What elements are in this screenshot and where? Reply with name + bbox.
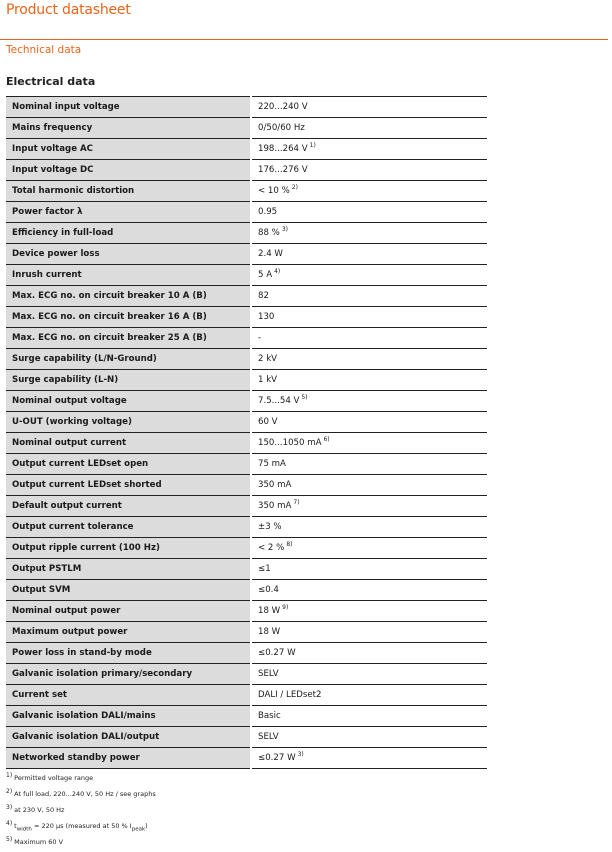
- row-value: 198...264 V $^{1)}$: [251, 139, 487, 160]
- row-label: Efficiency in full-load: [6, 223, 251, 244]
- footnote-ref: 8): [286, 541, 293, 549]
- row-label: Max. ECG no. on circuit breaker 10 A (B): [6, 286, 251, 307]
- row-label: Output ripple current (100 Hz): [6, 538, 251, 559]
- footnote-ref: 3): [281, 226, 289, 234]
- page-title: Product datasheet: [6, 2, 131, 18]
- row-label: Total harmonic distortion: [6, 181, 251, 202]
- row-value: 0.95: [251, 202, 487, 223]
- row-value: Basic: [251, 706, 487, 727]
- footnote-ref: 7): [293, 499, 300, 507]
- row-value: 82: [251, 286, 487, 307]
- row-label: Surge capability (L/N-Ground): [6, 349, 251, 370]
- table-row: [6, 97, 487, 118]
- footnote-1: $^{1)}$ Permitted voltage range: [6, 772, 94, 783]
- table-row: [6, 685, 487, 706]
- table-row: [6, 475, 487, 496]
- row-value: 0/50/60 Hz: [251, 118, 487, 139]
- row-label: Output current LEDset shorted: [6, 475, 251, 496]
- row-label: Output current LEDset open: [6, 454, 251, 475]
- row-label: Nominal output voltage: [6, 391, 251, 412]
- table-row: [6, 622, 487, 643]
- table-row: [6, 391, 487, 412]
- row-label: Max. ECG no. on circuit breaker 16 A (B): [6, 307, 251, 328]
- row-label: Output PSTLM: [6, 559, 251, 580]
- table-row: [6, 349, 487, 370]
- row-label: Output SVM: [6, 580, 251, 601]
- footnote-ref: 2): [291, 184, 298, 192]
- table-row: [6, 160, 487, 181]
- row-label: Galvanic isolation DALI/output: [6, 727, 251, 748]
- row-label: Power loss in stand-by mode: [6, 643, 251, 664]
- row-value: 150...1050 mA $^{6)}$: [251, 433, 487, 454]
- table-row: [6, 559, 487, 580]
- table-heading: Electrical data: [6, 75, 96, 88]
- footnote-ref: 6): [323, 436, 330, 444]
- table-row: [6, 664, 487, 685]
- row-label: Surge capability (L-N): [6, 370, 251, 391]
- row-value: 2.4 W: [251, 244, 487, 265]
- table-row: [6, 265, 487, 286]
- row-value: ≤0.27 W: [251, 643, 487, 664]
- table-row: [6, 454, 487, 475]
- row-value: ≤0.4: [251, 580, 487, 601]
- table-row: [6, 412, 487, 433]
- table-row: [6, 727, 487, 748]
- row-label: Galvanic isolation primary/secondary: [6, 664, 251, 685]
- row-label: Device power loss: [6, 244, 251, 265]
- row-label: Default output current: [6, 496, 251, 517]
- row-value: -: [251, 328, 487, 349]
- table-row: [6, 202, 487, 223]
- table-row: [6, 538, 487, 559]
- row-label: Mains frequency: [6, 118, 251, 139]
- row-value: 2 kV: [251, 349, 487, 370]
- table-row: [6, 223, 487, 244]
- row-value: 18 W $^{9)}$: [251, 601, 487, 622]
- row-value: ≤0.27 W $^{3)}$: [251, 748, 487, 769]
- row-label: Maximum output power: [6, 622, 251, 643]
- table-row: [6, 748, 487, 769]
- row-value: SELV: [251, 664, 487, 685]
- row-label: Nominal input voltage: [6, 97, 251, 118]
- row-label: Galvanic isolation DALI/mains: [6, 706, 251, 727]
- table-row: [6, 139, 487, 160]
- row-value: 60 V: [251, 412, 487, 433]
- row-value: 130: [251, 307, 487, 328]
- row-label: Inrush current: [6, 265, 251, 286]
- electrical-data-table: [6, 96, 487, 769]
- row-value: 350 mA $^{7)}$: [251, 496, 487, 517]
- footnote-ref: 1): [309, 142, 316, 150]
- row-value: DALI / LEDset2: [251, 685, 487, 706]
- table-row: [6, 307, 487, 328]
- table-row: [6, 181, 487, 202]
- row-value: ±3 %: [251, 517, 487, 538]
- row-label: Current set: [6, 685, 251, 706]
- row-label: Networked standby power: [6, 748, 251, 769]
- footnotes: [6, 772, 606, 852]
- row-value: 5 A $^{4)}$: [251, 265, 487, 286]
- footnote-5: $^{5)}$ Maximum 60 V: [6, 836, 64, 847]
- section-subtitle: Technical data: [6, 44, 82, 56]
- table-row: [6, 643, 487, 664]
- row-value: 176...276 V: [251, 160, 487, 181]
- row-value: 1 kV: [251, 370, 487, 391]
- row-label: U-OUT (working voltage): [6, 412, 251, 433]
- header-divider: [0, 39, 608, 40]
- row-label: Input voltage AC: [6, 139, 251, 160]
- table-row: [6, 370, 487, 391]
- table-row: [6, 496, 487, 517]
- table-row: [6, 517, 487, 538]
- table-row: [6, 706, 487, 727]
- row-label: Nominal output current: [6, 433, 251, 454]
- row-value: 88 % $^{3)}$: [251, 223, 487, 244]
- table-row: [6, 118, 487, 139]
- footnote-ref: 3): [297, 751, 304, 759]
- row-label: Output current tolerance: [6, 517, 251, 538]
- row-label: Max. ECG no. on circuit breaker 25 A (B): [6, 328, 251, 349]
- row-value: 7.5...54 V $^{5)}$: [251, 391, 487, 412]
- row-value: < 2 % $^{8)}$: [251, 538, 487, 559]
- footnote-ref: 4): [274, 268, 281, 276]
- footnote-4: $^{4)}$ $t_{width} = 220$ µs (measured at 50 % $I_{peak}$): [6, 820, 148, 833]
- table-row: [6, 601, 487, 622]
- row-label: Input voltage DC: [6, 160, 251, 181]
- table-row: [6, 244, 487, 265]
- footnote-3: $^{3)}$ at 230 V, 50 Hz: [6, 804, 65, 815]
- row-value: ≤1: [251, 559, 487, 580]
- row-label: Nominal output power: [6, 601, 251, 622]
- table-row: [6, 286, 487, 307]
- row-value: 75 mA: [251, 454, 487, 475]
- row-value: 220...240 V: [251, 97, 487, 118]
- row-value: 18 W: [251, 622, 487, 643]
- row-label: Power factor λ: [6, 202, 251, 223]
- table-row: [6, 433, 487, 454]
- table-row: [6, 328, 487, 349]
- footnote-ref: 9): [282, 604, 289, 612]
- row-value: 350 mA: [251, 475, 487, 496]
- row-value: SELV: [251, 727, 487, 748]
- footnote-ref: 5): [301, 394, 308, 402]
- table-row: [6, 580, 487, 601]
- row-value: < 10 % $^{2)}$: [251, 181, 487, 202]
- footnote-2: $^{2)}$ At full load, 220...240 V, 50 Hz / see graphs: [6, 788, 156, 799]
